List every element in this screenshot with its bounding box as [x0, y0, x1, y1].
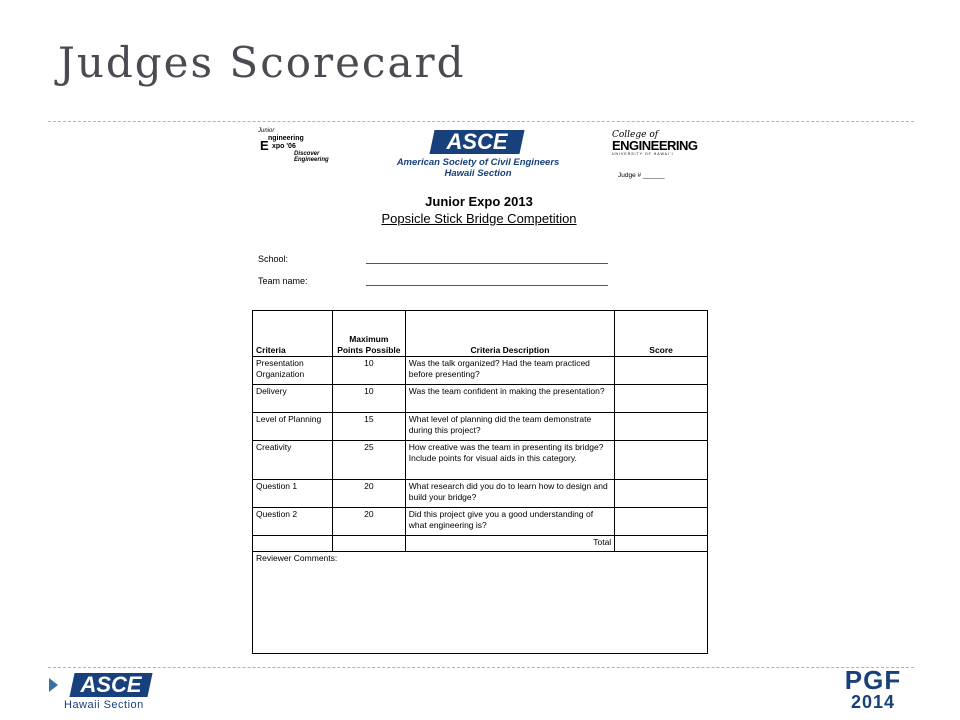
logo-e-mark: E — [260, 138, 269, 153]
table-row — [253, 441, 708, 480]
row-points: 20 — [332, 508, 405, 536]
row-score-cell[interactable] — [615, 357, 708, 385]
row-description: What level of planning did the team demonstrate during this project? — [405, 413, 614, 441]
footer-asce-text: ASCE — [80, 672, 142, 697]
asce-fullname: American Society of Civil Engineers — [396, 157, 560, 168]
total-empty-cell — [253, 536, 333, 552]
comments-row — [253, 552, 708, 654]
expo-title: Junior Expo 2013 — [425, 194, 533, 209]
header-description: Criteria Description — [405, 311, 614, 357]
row-points: 10 — [332, 385, 405, 413]
team-name-line — [366, 285, 608, 286]
row-description: Did this project give you a good understanding of what engineering is? — [405, 508, 614, 536]
footer-asce-logo — [69, 673, 152, 697]
row-score-cell[interactable] — [615, 508, 708, 536]
row-criteria: Creativity — [253, 441, 333, 480]
total-empty-cell — [332, 536, 405, 552]
row-criteria: Question 2 — [253, 508, 333, 536]
header-criteria: Criteria — [253, 311, 333, 357]
asce-section: Hawaii Section — [444, 168, 512, 179]
row-points: 20 — [332, 480, 405, 508]
row-score-cell[interactable] — [615, 385, 708, 413]
logo-tagline: Discover Engineering — [294, 151, 329, 163]
junior-expo-logo — [254, 128, 354, 163]
table-row — [253, 413, 708, 441]
row-description: What research did you do to learn how to design and build your bridge? — [405, 480, 614, 508]
coe-college-text: College of — [612, 130, 659, 140]
school-line — [366, 263, 608, 264]
bullet-arrow-icon — [49, 678, 58, 692]
asce-logo — [429, 130, 524, 154]
reviewer-comments[interactable]: Reviewer Comments: — [253, 552, 708, 654]
table-header-row — [253, 311, 708, 357]
table-row — [253, 385, 708, 413]
footer-hawaii-section: Hawaii Section — [64, 699, 144, 711]
row-points: 10 — [332, 357, 405, 385]
logo-junior-text: Junior — [258, 128, 275, 134]
row-score-cell[interactable] — [615, 413, 708, 441]
slide-title: Judges Scorecard — [58, 38, 466, 87]
logo-engineering-text: ngineering — [268, 135, 304, 142]
pgf-logo: PGF — [844, 665, 902, 695]
school-label: School: — [258, 254, 289, 264]
row-points: 15 — [332, 413, 405, 441]
asce-logo-text: ASCE — [446, 129, 508, 154]
row-description: Was the talk organized? Had the team practiced before presenting? — [405, 357, 614, 385]
footer-divider — [48, 667, 914, 668]
coe-university-text: UNIVERSITY OF HAWAI'I — [612, 152, 674, 156]
header-score: Score — [615, 311, 708, 357]
competition-title: Popsicle Stick Bridge Competition — [381, 211, 577, 226]
team-name-label: Team name: — [258, 276, 308, 286]
row-description: Was the team confident in making the presentation? — [405, 385, 614, 413]
row-score-cell[interactable] — [615, 480, 708, 508]
table-row — [253, 508, 708, 536]
row-description: How creative was the team in presenting its bridge? Include points for visual aids in this category. — [405, 441, 614, 480]
title-divider — [48, 121, 914, 122]
scorecard-table — [252, 310, 708, 654]
coe-engineering-text: ENGINEERING — [612, 138, 698, 153]
total-label: Total — [405, 536, 614, 552]
total-score-cell[interactable] — [615, 536, 708, 552]
row-criteria: Level of Planning — [253, 413, 333, 441]
table-row — [253, 357, 708, 385]
judge-number-label: Judge # ______ — [618, 172, 665, 179]
table-row — [253, 480, 708, 508]
logo-expo-text: xpo '06 — [272, 143, 296, 150]
header-max-points: Maximum Points Possible — [332, 311, 405, 357]
row-criteria: Delivery — [253, 385, 333, 413]
total-row — [253, 536, 708, 552]
row-points: 25 — [332, 441, 405, 480]
college-of-engineering-logo — [612, 130, 702, 160]
pgf-year: 2014 — [850, 692, 896, 712]
row-criteria: Question 1 — [253, 480, 333, 508]
row-criteria: Presentation Organization — [253, 357, 333, 385]
scorecard-document — [248, 124, 712, 660]
row-score-cell[interactable] — [615, 441, 708, 480]
